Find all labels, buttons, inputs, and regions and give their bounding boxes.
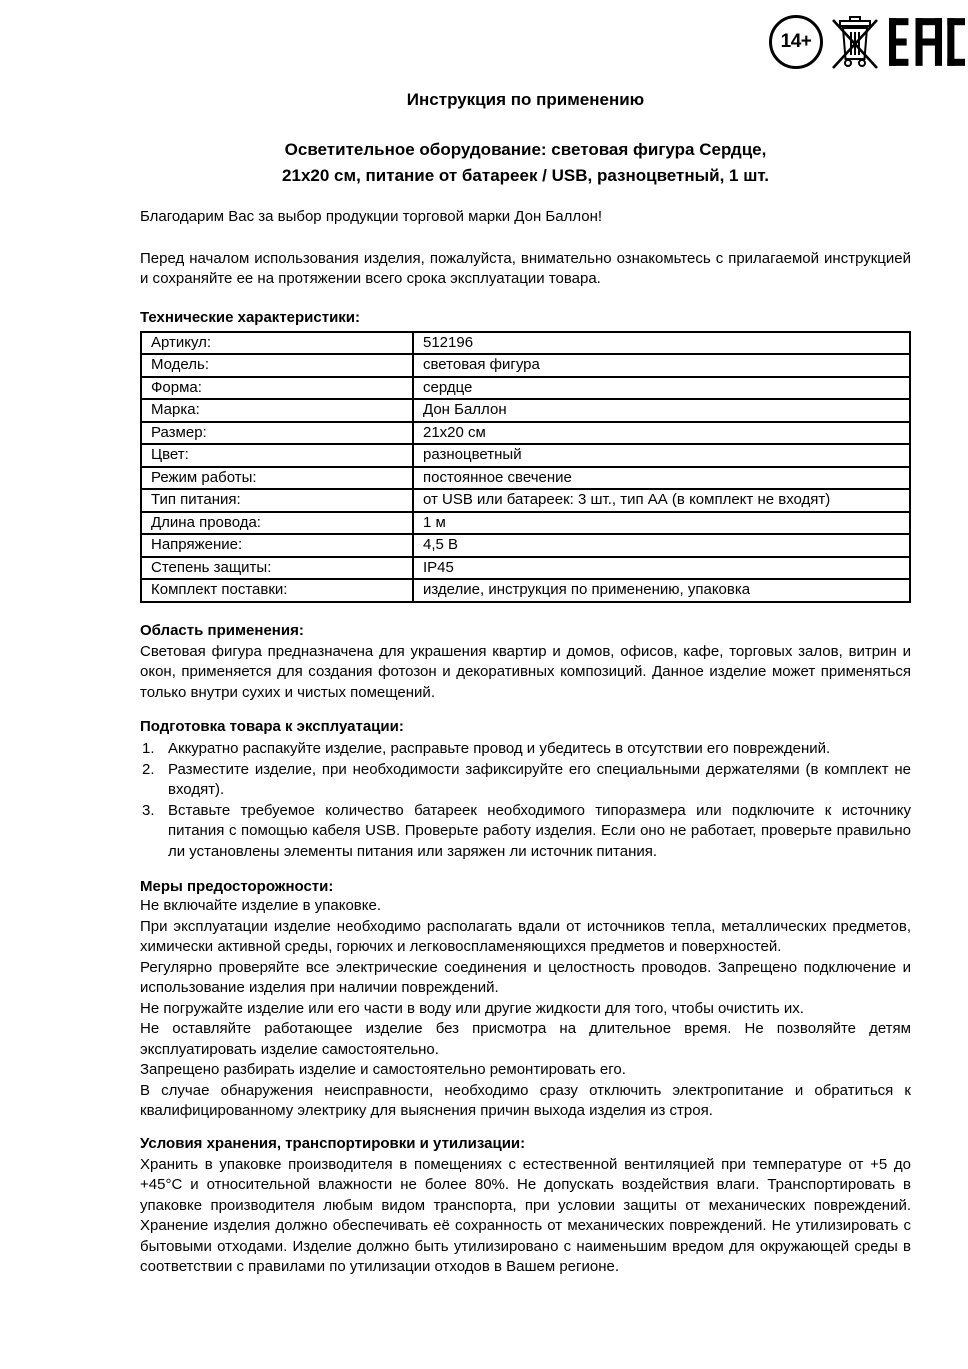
- product-title-line2: 21х20 см, питание от батареек / USB, разноцветный, 1 шт.: [282, 166, 769, 185]
- list-item-number: 1.: [142, 740, 155, 757]
- list-item: [140, 739, 911, 760]
- spec-label: Артикул:: [141, 332, 413, 355]
- spec-value: постоянное свечение: [413, 467, 910, 490]
- spec-label: Размер:: [141, 422, 413, 445]
- safety-paragraph: В случае обнаружения неисправности, необходимо сразу отключить электропитание и обратиться к квалифицированному электрику для выяснения причин выхода изделия из строя.: [140, 1081, 911, 1119]
- table-row: [141, 444, 910, 467]
- area-section-heading: Область применения:: [140, 621, 304, 639]
- list-item-text: Аккуратно распакуйте изделие, расправьте провод и убедитесь в отсутствии его повреждений.: [168, 740, 831, 757]
- spec-label: Цвет:: [141, 444, 413, 467]
- safety-paragraph: Не включайте изделие в упаковке.: [140, 897, 382, 914]
- table-row: [141, 579, 910, 602]
- spec-label: Марка:: [141, 399, 413, 422]
- spec-label: Длина провода:: [141, 512, 413, 535]
- spec-label: Напряжение:: [141, 534, 413, 557]
- storage-section-heading: Условия хранения, транспортировки и утилизации:: [140, 1134, 526, 1152]
- list-item-number: 2.: [142, 760, 155, 778]
- product-title: [140, 137, 911, 189]
- spec-label: Модель:: [141, 354, 413, 377]
- spec-value: изделие, инструкция по применению, упаковка: [413, 579, 910, 602]
- spec-value: 21х20 см: [413, 422, 910, 445]
- table-row: [141, 512, 910, 535]
- area-section-body: Световая фигура предназначена для украшения квартир и домов, офисов, кафе, торговых залов, витрин и окон, применяется для создания фотозон и декоративных композиций. Данное изделие может применяться только внутри сухих и чистых помещений.: [140, 642, 911, 701]
- prep-steps-list: [140, 739, 911, 862]
- spec-value: 4,5 В: [413, 534, 910, 557]
- safety-paragraph: При эксплуатации изделие необходимо располагать вдали от источников тепла, металлических предметов, химически активной среды, горючих и легковоспламеняющихся предметов и поверхностей.: [140, 917, 911, 955]
- specs-table: [140, 331, 911, 603]
- document-body: [140, 0, 911, 1278]
- list-item-number: 3.: [142, 801, 155, 819]
- spec-value: сердце: [413, 377, 910, 400]
- table-row: [141, 354, 910, 377]
- spec-value: 512196: [413, 332, 910, 355]
- safety-paragraph: Не оставляйте работающее изделие без присмотра на длительное время. Не позволяйте детям эксплуатировать изделие самостоятельно.: [140, 1020, 911, 1058]
- list-item-text: Вставьте требуемое количество батареек необходимого типоразмера или подключите к источнику питания с помощью кабеля USB. Проверьте работу изделия. Если оно не работает, проверьте правильно ли установлены элементы питания или заряжен ли источник питания.: [168, 801, 911, 860]
- spec-label: Тип питания:: [141, 489, 413, 512]
- table-row: [141, 422, 910, 445]
- spec-value: от USB или батареек: 3 шт., тип АА (в комплект не входят): [413, 489, 910, 512]
- list-item-text: Разместите изделие, при необходимости зафиксируйте его специальными держателями (в комплект не входят).: [168, 760, 911, 798]
- storage-section-body: Хранить в упаковке производителя в помещениях с естественной вентиляцией при температуре от +5 до +45°С и относительной влажности не более 80%. Не допускать воздействия влаги. Транспортировать в упаковке производителя любым видом транспорта, при условии защиты от механических повреждений. Хранение изделия должно обеспечивать её сохранность от механических повреждений. Не утилизировать с бытовыми отходами. Изделие должно быть утилизировано с наименьшим вредом для окружающей среды в соответствии с правилами по утилизации отходов в Вашем регионе.: [140, 1155, 911, 1275]
- specs-heading: Технические характеристики:: [140, 308, 361, 326]
- safety-section-heading: Меры предосторожности:: [140, 878, 334, 895]
- table-row: [141, 377, 910, 400]
- spec-value: световая фигура: [413, 354, 910, 377]
- table-row: [141, 489, 910, 512]
- notice-paragraph: Перед началом использования изделия, пожалуйста, внимательно ознакомьтесь с прилагаемой инструкцией и сохраняйте ее на протяжении всего срока эксплуатации товара.: [140, 249, 911, 287]
- list-item: [140, 760, 911, 801]
- list-item: [140, 801, 911, 863]
- spec-label: Режим работы:: [141, 467, 413, 490]
- table-row: [141, 534, 910, 557]
- spec-label: Степень защиты:: [141, 557, 413, 580]
- thanks-paragraph: Благодарим Вас за выбор продукции торговой марки Дон Баллон!: [140, 208, 603, 225]
- spec-value: 1 м: [413, 512, 910, 535]
- prep-section-heading: Подготовка товара к эксплуатации:: [140, 718, 404, 735]
- page-title: Инструкция по применению: [406, 90, 645, 109]
- product-title-line1: Осветительное оборудование: световая фигура Сердце,: [284, 140, 767, 159]
- table-row: [141, 467, 910, 490]
- table-row: [141, 332, 910, 355]
- table-row: [141, 399, 910, 422]
- age-restriction-label: 14+: [780, 31, 812, 52]
- safety-paragraph: Не погружайте изделие или его части в воду или другие жидкости для того, чтобы очистить их.: [140, 999, 804, 1017]
- safety-paragraph: Регулярно проверяйте все электрические соединения и целостность проводов. Запрещено подключение и использование изделия при наличии повреждений.: [140, 958, 911, 996]
- spec-label: Комплект поставки:: [141, 579, 413, 602]
- safety-paragraph: Запрещено разбирать изделие и самостоятельно ремонтировать его.: [140, 1061, 626, 1078]
- safety-section-body: [140, 896, 911, 1122]
- spec-label: Форма:: [141, 377, 413, 400]
- table-row: [141, 557, 910, 580]
- spec-value: IP45: [413, 557, 910, 580]
- spec-value: Дон Баллон: [413, 399, 910, 422]
- spec-value: разноцветный: [413, 444, 910, 467]
